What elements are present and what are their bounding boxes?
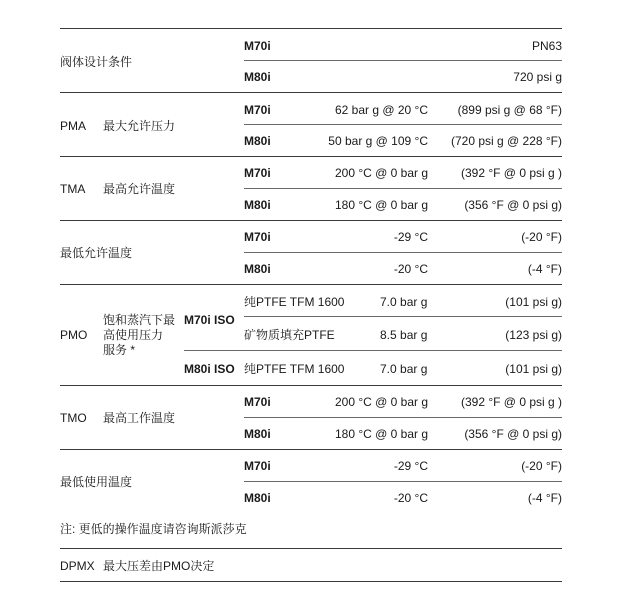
- row-label-tmo: 最高工作温度: [103, 411, 176, 425]
- row-label-tma: 最高允许温度: [103, 182, 176, 196]
- metric-value: -29 °C: [393, 230, 428, 244]
- imperial-value: (123 psi g): [505, 328, 562, 342]
- row-label-pmo-line3: 服务 *: [103, 343, 136, 357]
- row-code-pmo: PMO: [60, 328, 88, 342]
- row-code-tmo: TMO: [60, 411, 87, 425]
- row-label-min-oper-temp: 最低使用温度: [60, 475, 133, 489]
- divider: [60, 581, 562, 582]
- row-label-pma: 最大允许压力: [103, 119, 176, 133]
- row-code-tma: TMA: [60, 182, 86, 196]
- material-cell: 纯PTFE TFM 1600: [244, 295, 345, 309]
- divider: [244, 188, 562, 189]
- divider: [60, 449, 562, 450]
- imperial-value: (392 °F @ 0 psi g ): [460, 395, 562, 409]
- model-label: M70i ISO: [184, 313, 235, 327]
- imperial-value: (356 °F @ 0 psi g): [464, 198, 562, 212]
- model-label: M80i: [244, 262, 271, 276]
- metric-value: 200 °C @ 0 bar g: [334, 166, 428, 180]
- imperial-value: (392 °F @ 0 psi g ): [460, 166, 562, 180]
- imperial-value: (899 psi g @ 68 °F): [457, 103, 562, 117]
- divider: [60, 385, 562, 386]
- divider: [244, 316, 562, 317]
- imperial-value: (-4 °F): [527, 491, 562, 505]
- model-label: M80i: [244, 427, 271, 441]
- model-label: M70i: [244, 103, 271, 117]
- divider: [60, 92, 562, 93]
- model-label: M80i: [244, 134, 271, 148]
- imperial-value: (-20 °F): [521, 230, 562, 244]
- metric-value: 7.0 bar g: [380, 295, 428, 309]
- divider: [60, 220, 562, 221]
- model-label: M70i: [244, 459, 271, 473]
- metric-value: 180 °C @ 0 bar g: [334, 198, 428, 212]
- model-label: M70i: [244, 166, 271, 180]
- model-label: M80i: [244, 70, 271, 84]
- value-cell: PN63: [531, 39, 562, 53]
- metric-value: 62 bar g @ 20 °C: [334, 103, 428, 117]
- material-cell: 纯PTFE TFM 1600: [244, 362, 345, 376]
- metric-value: 50 bar g @ 109 °C: [328, 134, 428, 148]
- model-label: M70i: [244, 230, 271, 244]
- metric-value: 7.0 bar g: [380, 362, 428, 376]
- divider: [184, 350, 562, 351]
- metric-value: -20 °C: [393, 262, 428, 276]
- imperial-value: (-20 °F): [521, 459, 562, 473]
- row-code-dpmx: DPMX: [60, 559, 95, 573]
- row-label-pmo-line2: 高使用压力: [103, 328, 164, 342]
- model-label: M80i ISO: [184, 362, 235, 376]
- imperial-value: (720 psi g @ 228 °F): [450, 134, 562, 148]
- metric-value: -29 °C: [393, 459, 428, 473]
- row-label-body-design: 阀体设计条件: [60, 55, 133, 69]
- row-label-dpmx: 最大压差由PMO决定: [103, 559, 215, 573]
- imperial-value: (101 psi g): [505, 362, 562, 376]
- metric-value: 180 °C @ 0 bar g: [334, 427, 428, 441]
- divider: [60, 28, 562, 29]
- metric-value: -20 °C: [393, 491, 428, 505]
- row-label-min-allow-temp: 最低允许温度: [60, 246, 133, 260]
- divider: [244, 252, 562, 253]
- divider: [60, 284, 562, 285]
- divider: [244, 60, 562, 61]
- imperial-value: (101 psi g): [505, 295, 562, 309]
- row-code-pma: PMA: [60, 119, 87, 133]
- divider: [60, 156, 562, 157]
- imperial-value: (-4 °F): [527, 262, 562, 276]
- model-label: M70i: [244, 39, 271, 53]
- metric-value: 200 °C @ 0 bar g: [334, 395, 428, 409]
- imperial-value: (356 °F @ 0 psi g): [464, 427, 562, 441]
- row-label-pmo-line1: 饱和蒸汽下最: [103, 313, 176, 327]
- divider: [244, 124, 562, 125]
- divider: [244, 481, 562, 482]
- footnote: 注: 更低的操作温度请咨询斯派莎克: [60, 522, 247, 536]
- metric-value: 8.5 bar g: [380, 328, 428, 342]
- value-cell: 720 psi g: [513, 70, 562, 84]
- material-cell: 矿物质填充PTFE: [244, 328, 335, 342]
- divider: [244, 417, 562, 418]
- model-label: M80i: [244, 491, 271, 505]
- divider: [60, 548, 562, 549]
- model-label: M70i: [244, 395, 271, 409]
- model-label: M80i: [244, 198, 271, 212]
